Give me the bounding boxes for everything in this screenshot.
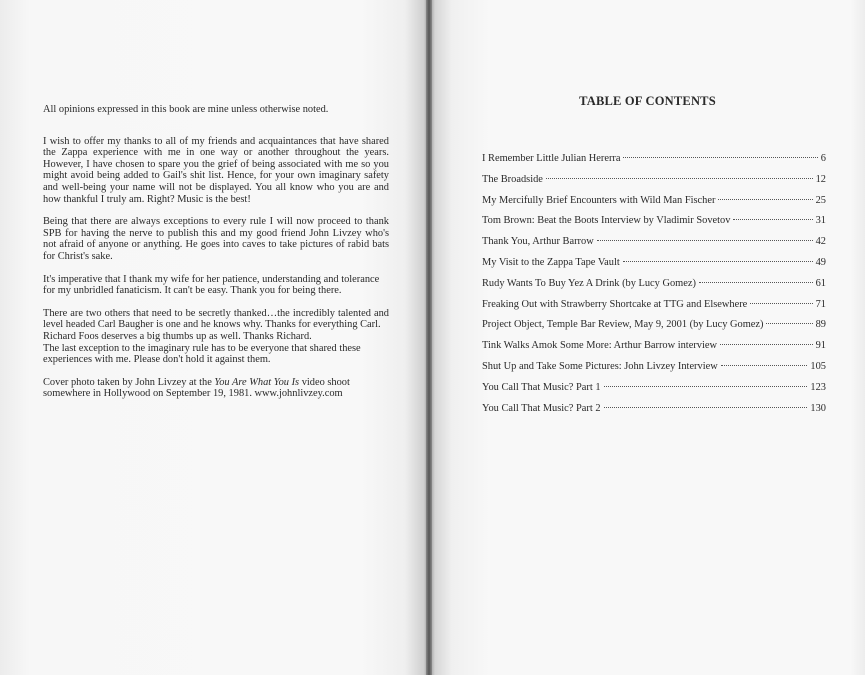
- toc-leader-dots: [718, 198, 812, 200]
- toc-leader-dots: [766, 322, 812, 324]
- toc-entry-title: You Call That Music? Part 2: [482, 402, 601, 414]
- toc-entry-title: Rudy Wants To Buy Yez A Drink (by Lucy Gomez): [482, 277, 696, 289]
- toc-entry-page: 123: [810, 381, 826, 393]
- toc-entry-title: My Mercifully Brief Encounters with Wild Man Fischer: [482, 194, 716, 206]
- cover-credit-text: Cover photo taken by John Livzey at the: [43, 376, 215, 388]
- acknowledgements: [43, 104, 389, 411]
- toc-entry[interactable]: [482, 235, 826, 256]
- cover-photo-credit: [43, 377, 389, 400]
- toc-entry-title: My Visit to the Zappa Tape Vault: [482, 256, 620, 268]
- toc-entry-page: 89: [815, 319, 826, 331]
- toc-list: [482, 152, 826, 422]
- toc-entry[interactable]: [482, 402, 826, 423]
- toc-title: TABLE OF CONTENTS: [579, 94, 716, 108]
- toc-entry[interactable]: [482, 298, 826, 319]
- toc-entry-page: 130: [810, 402, 826, 414]
- last-exception-paragraph: The last exception to the imaginary rule has to be everyone that shared these experiences with me. Please don't hold it against them.: [43, 342, 361, 366]
- toc-leader-dots: [720, 343, 813, 345]
- toc-leader-dots: [546, 177, 813, 179]
- toc-entry-page: 71: [815, 298, 826, 310]
- toc-entry-title: The Broadside: [482, 173, 543, 185]
- toc-entry[interactable]: [482, 214, 826, 235]
- toc-entry[interactable]: [482, 277, 826, 298]
- toc-entry[interactable]: [482, 256, 826, 277]
- cover-credit-italic: You Are What You Is: [214, 376, 300, 388]
- toc-leader-dots: [721, 364, 808, 366]
- toc-entry-title: Tink Walks Amok Some More: Arthur Barrow interview: [482, 340, 717, 352]
- toc-entry-title: Project Object, Temple Bar Review, May 9, 2001 (by Lucy Gomez): [482, 319, 764, 331]
- toc-leader-dots: [750, 302, 812, 304]
- thanks-paragraph: I wish to offer my thanks to all of my friends and acquaintances that have shared the Zappa experience with me in one way or another throughout the years. However, I have chosen to spare you the grief of being associated with me so you might avoid being added to Gail's shit list. Hence, for your own imaginary safety and well-being your name will not be displayed. You all know who you are and how thankful I truly am. Right? Music is the best!: [43, 135, 389, 205]
- toc-entry-title: Shut Up and Take Some Pictures: John Livzey Interview: [482, 360, 718, 372]
- wife-paragraph: It's imperative that I thank my wife for her patience, understanding and tolerance for my unbridled fanaticism. It can't be easy. Thank you for being there.: [43, 273, 380, 297]
- toc-entry-page: 6: [820, 153, 826, 164]
- toc-entry-page: 91: [815, 340, 826, 352]
- toc-entry-title: I Remember Little Julian Hererra: [482, 153, 621, 164]
- toc-leader-dots: [733, 218, 812, 220]
- toc-leader-dots: [597, 239, 813, 241]
- toc-leader-dots: [623, 260, 813, 262]
- toc-leader-dots: [604, 385, 808, 387]
- toc-entry-page: 105: [810, 360, 826, 372]
- toc-entry-page: 49: [815, 256, 826, 268]
- toc-entry[interactable]: [482, 173, 826, 194]
- cover-credit-rest: video shoot somewhere in Hollywood on September 19, 1981. www.johnlivzey.com: [43, 376, 350, 400]
- toc-entry-page: 31: [815, 215, 826, 227]
- toc-entry[interactable]: [482, 381, 826, 402]
- toc-entry-title: You Call That Music? Part 1: [482, 381, 601, 393]
- toc-entry-title: Thank You, Arthur Barrow: [482, 236, 594, 248]
- toc-leader-dots: [623, 156, 817, 158]
- toc-entry[interactable]: [482, 318, 826, 339]
- toc-entry[interactable]: [482, 360, 826, 381]
- toc-entry-page: 61: [815, 277, 826, 289]
- toc-entry-title: Tom Brown: Beat the Boots Interview by Vladimir Sovetov: [482, 215, 731, 227]
- toc-entry-page: 25: [815, 194, 826, 206]
- toc-entry[interactable]: [482, 152, 826, 173]
- toc-entry[interactable]: [482, 194, 826, 215]
- toc-entry-title: Freaking Out with Strawberry Shortcake at TTG and Elsewhere: [482, 298, 748, 310]
- toc-entry-page: 42: [815, 236, 826, 248]
- toc-leader-dots: [604, 406, 808, 408]
- two-others-paragraph: There are two others that need to be secretly thanked…the incredibly talented and level headed Carl Baugher is one and he knows why. Thanks for everything Carl.: [43, 307, 389, 331]
- toc-entry[interactable]: [482, 339, 826, 360]
- richard-line: Richard Foos deserves a big thumbs up as well. Thanks Richard.: [43, 330, 312, 342]
- toc-leader-dots: [699, 281, 813, 283]
- exceptions-paragraph: Being that there are always exceptions to every rule I will now proceed to thank SPB for having the nerve to publish this and my good friend John Livzey who's not afraid of anyone or anything. He goes into caves to take pictures of rabid bats for Christ's sake.: [43, 216, 389, 262]
- toc-entry-page: 12: [815, 173, 826, 185]
- opinions-disclaimer: All opinions expressed in this book are mine unless otherwise noted.: [43, 104, 329, 115]
